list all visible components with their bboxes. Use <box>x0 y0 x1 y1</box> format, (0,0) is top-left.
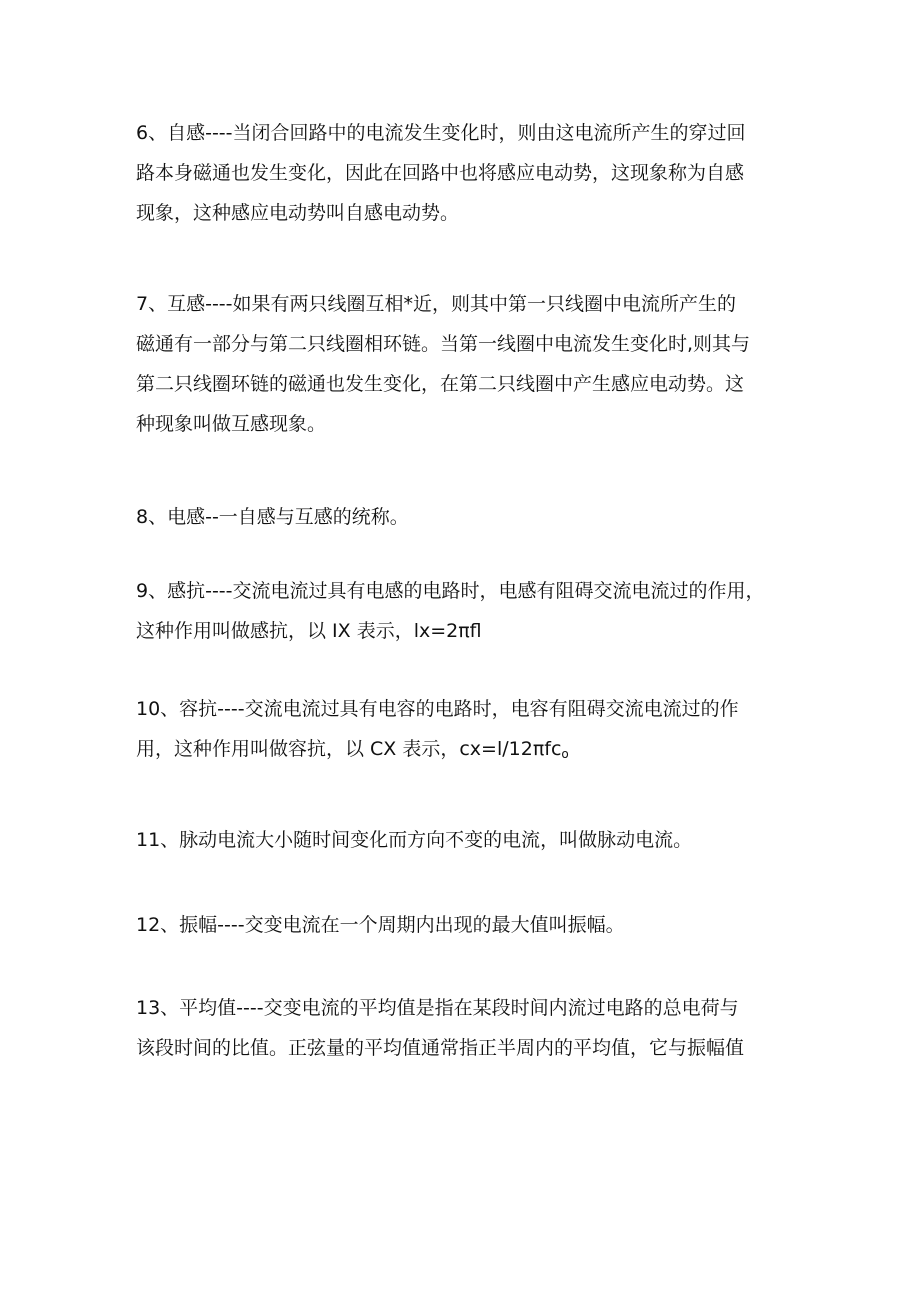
text-line: 第二只线圈环链的磁通也发生变化，在第二只线圈中产生感应电动势。这 <box>136 373 745 395</box>
text-line: 现象，这种感应电动势叫自感电动势。 <box>136 202 460 224</box>
text-line: 13、平均值----交变电流的平均值是指在某段时间内流过电路的总电荷与 <box>136 997 739 1019</box>
text-line <box>136 729 796 769</box>
text-line: 磁通有一部分与第二只线圈相环链。当第一线圈中电流发生变化时,则其与 <box>136 333 751 355</box>
text-line: 12、振幅----交变电流在一个周期内出现的最大值叫振幅。 <box>136 914 625 936</box>
text-line: 8、电感--一自感与互感的统称。 <box>136 506 409 528</box>
text-line-content: 用，这种作用叫做容抗，以 CX 表示，cx=l∕12πfc <box>136 738 562 760</box>
text-line: 6、自感----当闭合回路中的电流发生变化时，则由这电流所产生的穿过回 <box>136 122 746 144</box>
text-line: 9、感抗----交流电流过具有电感的电路时，电感有阻碍交流电流过的作用， <box>136 580 765 602</box>
paragraph-7 <box>136 284 796 444</box>
text-line: 路本身磁通也发生变化，因此在回路中也将感应电动势，这现象称为自感 <box>136 162 745 184</box>
text-line: 11、脉动电流大小随时间变化而方向不变的电流，叫做脉动电流。 <box>136 829 693 851</box>
paragraph-6 <box>136 113 796 233</box>
paragraph-13 <box>136 988 796 1068</box>
text-line: 该段时间的比值。正弦量的平均值通常指正半周内的平均值，它与振幅值 <box>136 1037 745 1059</box>
text-line: 这种作用叫做感抗，以 IX 表示，lx=2πfl <box>136 620 482 642</box>
text-line: 种现象叫做互感现象。 <box>136 413 327 435</box>
paragraph-8 <box>136 497 796 537</box>
paragraph-10 <box>136 689 796 769</box>
paragraph-11 <box>136 820 796 860</box>
text-line: 10、容抗----交流电流过具有电容的电路时，电容有阻碍交流电流过的作 <box>136 698 739 720</box>
paragraph-9 <box>136 571 796 651</box>
paragraph-12 <box>136 905 796 945</box>
subscript: o <box>561 747 569 761</box>
text-line: 7、互感----如果有两只线圈互相*近，则其中第一只线圈中电流所产生的 <box>136 293 737 315</box>
